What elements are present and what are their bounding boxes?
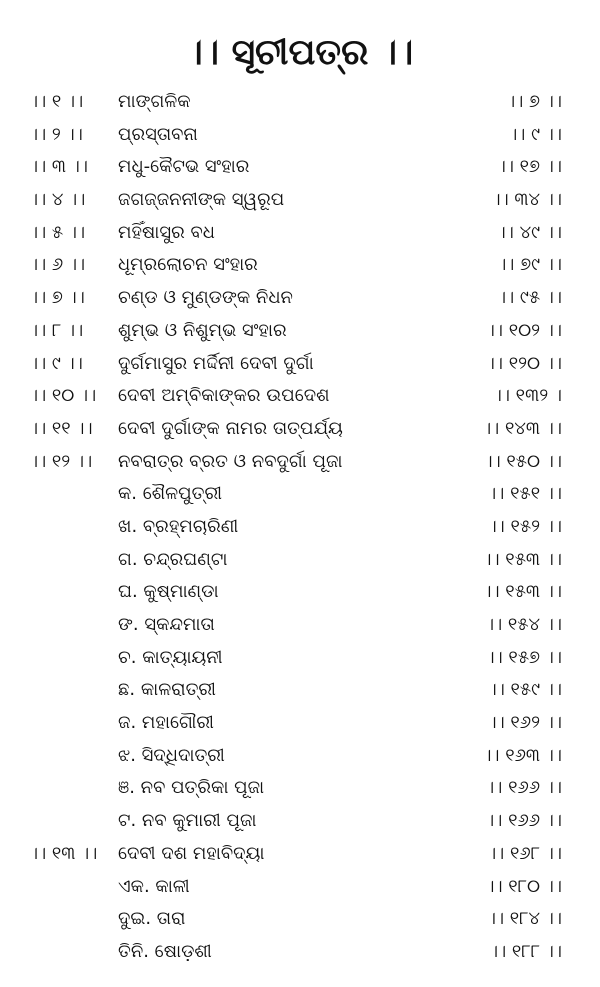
chapter-title: ଟ. ନବ କୁମାରୀ ପୂଜା [118, 810, 257, 832]
toc-entry [0, 576, 600, 609]
toc-entry [0, 446, 600, 479]
page-number: ।। ୧୫୧ ।। [488, 483, 562, 505]
chapter-title: ଚଣ୍ଡ ଓ ମୁଣ୍ଡଙ୍କ ନିଧନ [118, 287, 293, 309]
page-number: ।। ୧୬୨ ।। [488, 712, 562, 734]
chapter-number: ।। ୩ ।। [30, 156, 88, 178]
page-number: ।। ୭ ।। [507, 91, 562, 112]
page-number: ।। ୧୫୪ ।। [486, 614, 562, 635]
chapter-title: ଧୂମ୍ରଲୋଚନ ସଂହାର [118, 254, 258, 276]
page-title: ।। ସୂଚୀପତ୍ର ।। [186, 32, 414, 73]
page-number: ।। ୧୩୨ । [493, 385, 562, 407]
chapter-number: ।। ୬ ।। [30, 254, 86, 276]
page-number: ।। ୧୨୦ ।। [486, 352, 562, 374]
toc-entry [0, 217, 600, 250]
chapter-title: ନବରାତ୍ର ବ୍ରତ ଓ ନବଦୁର୍ଗା ପୂଜା [118, 450, 343, 472]
chapter-title: ତିନି. ଷୋଡ଼ଶୀ [118, 940, 212, 962]
toc-entry [0, 772, 600, 805]
chapter-title: ଦୁର୍ଗମାସୁର ମର୍ଦ୍ଦିନୀ ଦେବୀ ଦୁର୍ଗା [118, 352, 314, 374]
chapter-title: ମହିଁଷାସୁର ବଧ [118, 221, 215, 243]
toc-entry [0, 838, 600, 871]
chapter-title: ଦେବୀ ଦୁର୍ଗାଙ୍କ ନାମର ତାତ୍ପର୍ଯ୍ୟ [118, 417, 343, 439]
toc-entry [0, 609, 600, 642]
page-number: ।। ୧୮୪ ।। [487, 908, 562, 930]
chapter-title: ଘ. କୁଷ୍ମାଣ୍ଡା [118, 581, 219, 603]
toc-entry [0, 544, 600, 577]
toc-entry [0, 282, 600, 315]
chapter-number: ।। ୧୨ ।। [30, 450, 93, 472]
page-number: ।। ୧୬୮ ।। [488, 842, 562, 864]
chapter-number: ।। ୧୦ ।। [30, 385, 97, 407]
page-number: ।। ୧୫୦ ।। [484, 450, 562, 472]
page-number: ।। ୩୪ ।। [492, 189, 562, 211]
page-number: ।। ୧୦୨ ।। [486, 319, 562, 341]
chapter-title: ଶୁମ୍ଭ ଓ ନିଶୁମ୍ଭ ସଂହାର [118, 319, 287, 341]
page-number: ।। ୧୬୬ ।। [486, 777, 562, 799]
page-number: ।। ୧୫୩ ।। [483, 581, 562, 603]
chapter-title: ଙ. ସ୍କନ୍ଦମାତା [118, 614, 215, 635]
toc-entry [0, 478, 600, 511]
chapter-number: ।। ୧୩ ।। [30, 842, 98, 864]
page-number: ।। ୧୮୦ ।। [486, 875, 562, 897]
chapter-title: କ. ଶୈଳପୁତ୍ରୀ [118, 483, 223, 505]
chapter-title: ମାଙ୍ଗଳିକ [118, 91, 191, 112]
toc-entry [0, 348, 600, 381]
page-number: ।। ୧୫୨ ।। [488, 515, 562, 537]
page-number: ।। ୯ ।। [509, 123, 562, 145]
chapter-title: ଏକ. କାଳୀ [118, 875, 190, 897]
toc-entry [0, 249, 600, 282]
chapter-title: ଞ. ନବ ପତ୍ରିକା ପୂଜା [118, 777, 265, 799]
toc-entry [0, 707, 600, 740]
toc-entry [0, 740, 600, 773]
toc-entry [0, 86, 600, 119]
chapter-title: ମଧୁ-କୈଟଭ ସଂହାର [118, 156, 250, 178]
chapter-number: ।। ୪ ।। [30, 189, 86, 211]
chapter-number: ।। ୫ ।। [30, 221, 86, 243]
page-number: ।। ୧୫୭ ।। [486, 646, 562, 668]
chapter-title: ଗ. ଚନ୍ଦ୍ରଘଣ୍ଟା [118, 548, 228, 570]
page-number: ।। ୧୮୮ ।। [489, 940, 562, 962]
page-number: ।। ୧୫୯ ।। [488, 679, 562, 701]
toc-entry [0, 511, 600, 544]
toc-entry [0, 871, 600, 904]
chapter-title: ଦେବୀ ଅମ୍ବିକାଙ୍କର ଉପଦେଶ [118, 385, 330, 407]
chapter-title: ଜ. ମହାଗୌରୀ [118, 712, 214, 734]
chapter-title: ଛ. କାଳରାତ୍ରୀ [118, 679, 216, 701]
page-number: ।। ୧୭ ।। [497, 156, 562, 178]
toc-entry [0, 805, 600, 838]
toc-entry [0, 380, 600, 413]
toc-entry [0, 184, 600, 217]
chapter-number: ।। ୮ ।। [30, 319, 84, 341]
page-number: ।। ୧୫୩ ।। [483, 548, 562, 570]
table-of-contents [0, 86, 600, 969]
page-number: ।। ୭୯ ।। [498, 254, 562, 276]
chapter-title: ଖ. ବ୍ରହ୍ମଚାରିଣୀ [118, 515, 239, 537]
chapter-number: ।। ୭ ।। [30, 287, 85, 309]
toc-entry [0, 315, 600, 348]
chapter-title: ଦୁଇ. ତାରା [118, 908, 186, 930]
page-number: ।। ୯୫ ।। [497, 287, 562, 309]
chapter-number: ।। ୯ ।। [30, 352, 83, 374]
chapter-number: ।। ୧୧ ।। [30, 417, 93, 439]
toc-entry [0, 642, 600, 675]
chapter-number: ।। ୧ ।। [30, 91, 84, 112]
toc-entry [0, 936, 600, 969]
chapter-title: ଚ. କାତ୍ୟାୟନୀ [118, 646, 223, 668]
chapter-title: ଝ. ସିଦ୍ଧିଦାତ୍ରୀ [118, 744, 225, 766]
page-number: ।। ୧୬୬ ।। [486, 810, 562, 832]
toc-entry [0, 674, 600, 707]
chapter-title: ପ୍ରସ୍ତାବନା [118, 123, 198, 145]
chapter-title: ଦେବୀ ଦଶ ମହାବିଦ୍ୟା [118, 842, 265, 864]
page-number: ।। ୪୯ ।। [497, 221, 562, 243]
page-number: ।। ୧୪୩ ।। [483, 417, 562, 439]
toc-entry [0, 119, 600, 152]
toc-entry [0, 903, 600, 936]
toc-entry [0, 151, 600, 184]
page-number: ।। ୧୬୩ ।। [483, 744, 562, 766]
toc-entry [0, 413, 600, 446]
chapter-title: ଜଗଜ୍ଜନନୀଙ୍କ ସ୍ୱରୂପ [118, 189, 285, 211]
chapter-number: ।। ୨ ।। [30, 123, 83, 145]
